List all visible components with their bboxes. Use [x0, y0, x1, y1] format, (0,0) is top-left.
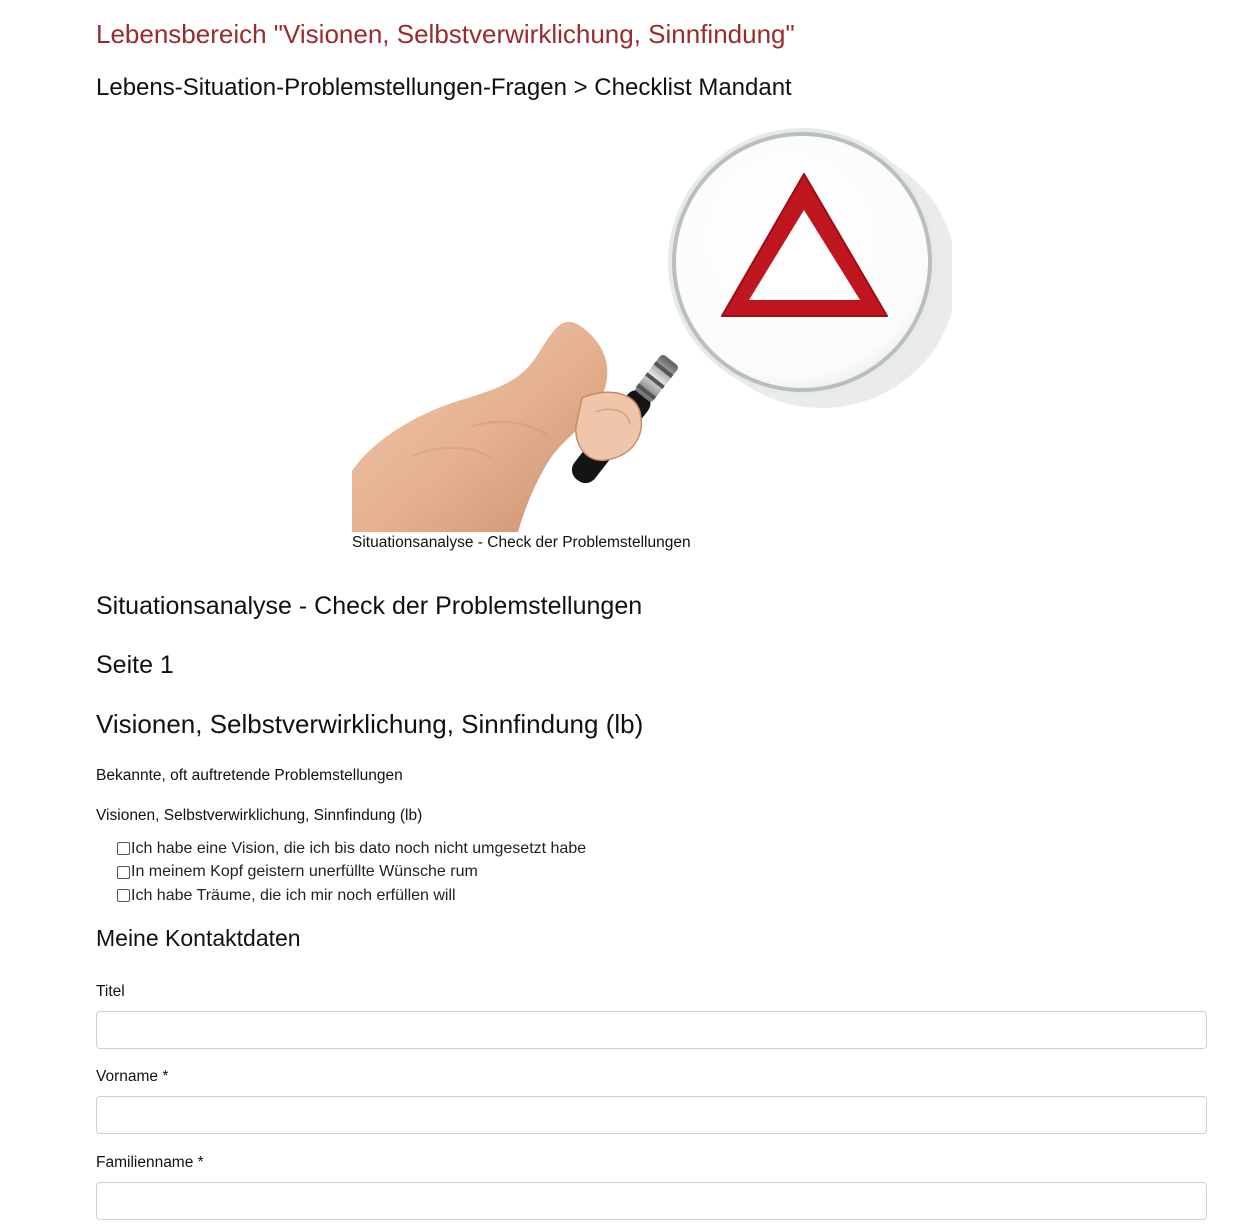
familienname-input[interactable]	[96, 1182, 1207, 1220]
checkbox[interactable]	[117, 866, 130, 879]
titel-input[interactable]	[96, 1011, 1207, 1049]
figure	[352, 126, 952, 556]
familienname-label: Familienname *	[96, 1154, 204, 1171]
figure-caption: Situationsanalyse - Check der Problemstellungen	[352, 534, 691, 551]
breadcrumb: Lebens-Situation-Problemstellungen-Fragen > Checklist Mandant	[96, 74, 792, 101]
page-title: Lebensbereich "Visionen, Selbstverwirklichung, Sinnfindung"	[96, 19, 795, 49]
page-number-heading: Seite 1	[96, 651, 174, 679]
checklist-item-vision[interactable]	[117, 837, 586, 861]
checklist-item-dreams[interactable]	[117, 884, 586, 908]
problem-checklist	[117, 837, 586, 908]
titel-label: Titel	[96, 983, 125, 1000]
checklist-item-wishes[interactable]	[117, 861, 586, 885]
vorname-input[interactable]	[96, 1096, 1207, 1134]
magnifier-warning-triangle-icon	[352, 126, 952, 532]
checkbox-group-label: Visionen, Selbstverwirklichung, Sinnfindung (lb)	[96, 807, 423, 824]
known-problems-label: Bekannte, oft auftretende Problemstellungen	[96, 767, 403, 784]
checkbox-label[interactable]: In meinem Kopf geistern unerfüllte Wünsche rum	[131, 863, 478, 881]
analysis-heading: Situationsanalyse - Check der Problemstellungen	[96, 592, 643, 620]
checkbox-label[interactable]: Ich habe eine Vision, die ich bis dato noch nicht umgesetzt habe	[131, 839, 587, 857]
contact-heading: Meine Kontaktdaten	[96, 925, 301, 951]
checkbox[interactable]	[117, 842, 130, 855]
life-area-heading: Visionen, Selbstverwirklichung, Sinnfindung (lb)	[96, 709, 644, 739]
checkbox-label[interactable]: Ich habe Träume, die ich mir noch erfüllen will	[131, 886, 456, 904]
vorname-label: Vorname *	[96, 1068, 169, 1085]
checkbox[interactable]	[117, 889, 130, 902]
